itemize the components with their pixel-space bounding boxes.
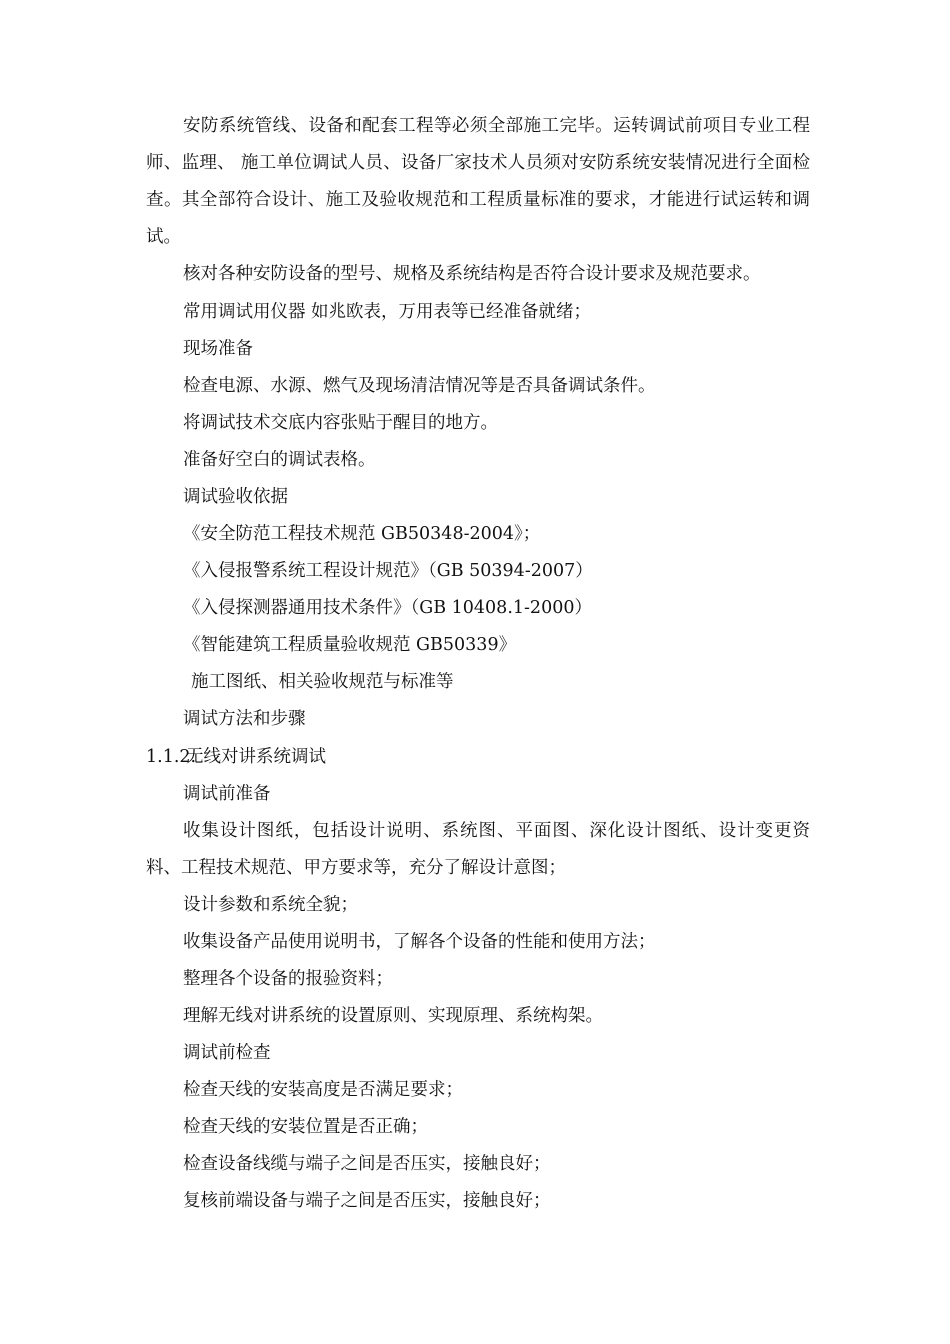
subheading-methods-steps: 调试方法和步骤 bbox=[183, 709, 306, 729]
paragraph-inspection-requirements: 安防系统管线、设备和配套工程等必须全部施工完毕。运转调试前项目专业工程师、监理、 施工单位调试人员、设备厂家技术人员须对安防系统安装情况进行全面检查。其全部符合设计、施工及验收规范和工程质量标准的要求，才能进行试运转和调试。 bbox=[146, 116, 810, 247]
line-check-antenna-height: 检查天线的安装高度是否满足要求； bbox=[183, 1080, 463, 1100]
paragraph-collect-drawings: 收集设计图纸，包括设计说明、系统图、平面图、深化设计图纸、设计变更资料、工程技术规范、甲方要求等，充分了解设计意图； bbox=[146, 821, 810, 878]
line-recheck-frontend-terminals: 复核前端设备与端子之间是否压实，接触良好； bbox=[183, 1191, 551, 1211]
line-collect-manuals: 收集设备产品使用说明书，了解各个设备的性能和使用方法； bbox=[183, 932, 656, 952]
line-drawings-and-standards: 施工图纸、相关验收规范与标准等 bbox=[191, 672, 454, 692]
line-design-parameters: 设计参数和系统全貌； bbox=[183, 895, 358, 915]
standard-gb50348: 《安全防范工程技术规范 GB50348-2004》； bbox=[183, 524, 541, 544]
line-check-cable-terminals: 检查设备线缆与端子之间是否压实，接触良好； bbox=[183, 1154, 551, 1174]
standard-gb10408: 《入侵探测器通用技术条件》（GB 10408.1-2000） bbox=[183, 598, 592, 618]
subheading-pre-debug-check: 调试前检查 bbox=[183, 1043, 271, 1063]
line-understand-system: 理解无线对讲系统的设置原则、实现原理、系统构架。 bbox=[183, 1006, 603, 1026]
line-verify-equipment: 核对各种安防设备的型号、规格及系统结构是否符合设计要求及规范要求。 bbox=[183, 264, 761, 284]
line-instruments-ready: 常用调试用仪器 如兆欧表，万用表等已经准备就绪； bbox=[183, 302, 592, 322]
line-check-utilities: 检查电源、水源、燃气及现场清洁情况等是否具备调试条件。 bbox=[183, 376, 656, 396]
subheading-site-preparation: 现场准备 bbox=[183, 339, 253, 359]
standard-gb50394: 《入侵报警系统工程设计规范》（GB 50394-2007） bbox=[183, 561, 593, 581]
standard-gb50339: 《智能建筑工程质量验收规范 GB50339》 bbox=[183, 635, 517, 655]
line-check-antenna-position: 检查天线的安装位置是否正确； bbox=[183, 1117, 428, 1137]
subheading-acceptance-basis: 调试验收依据 bbox=[183, 487, 288, 507]
line-prepare-forms: 准备好空白的调试表格。 bbox=[183, 450, 376, 470]
line-organize-inspection-docs: 整理各个设备的报验资料； bbox=[183, 969, 393, 989]
subheading-pre-debug-preparation: 调试前准备 bbox=[183, 784, 271, 804]
section-title: 无线对讲系统调试 bbox=[186, 747, 326, 767]
section-number: 1.1.2. bbox=[146, 747, 197, 767]
line-post-briefing: 将调试技术交底内容张贴于醒目的地方。 bbox=[183, 413, 498, 433]
section-heading bbox=[0, 739, 950, 776]
